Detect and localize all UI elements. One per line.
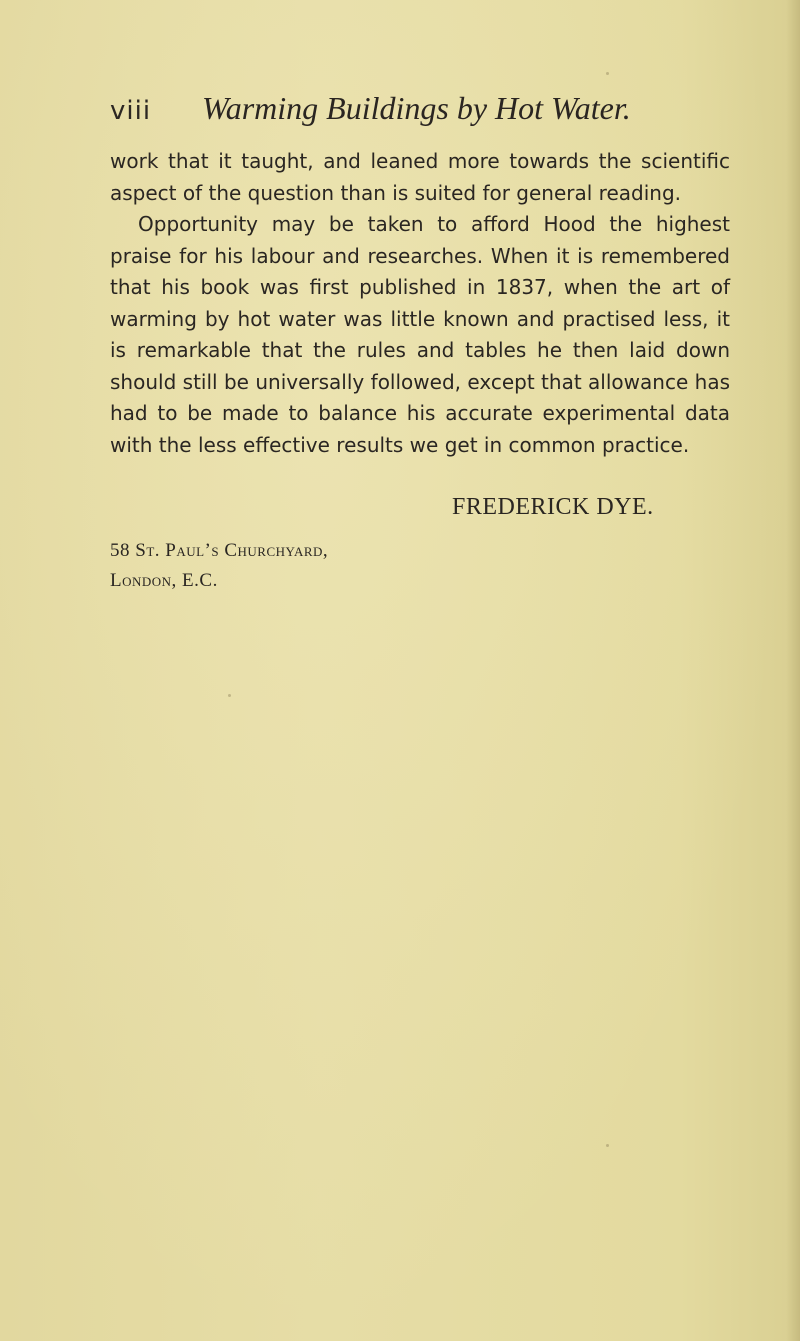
page-header xyxy=(110,90,730,136)
page-edge-shadow xyxy=(786,0,800,1341)
paper-speck xyxy=(606,1144,609,1147)
address-line-2: London, E.C. xyxy=(110,570,218,591)
address-line-1: 58 St. Paul’s Churchyard, xyxy=(110,540,329,561)
body-text xyxy=(110,146,730,461)
paragraph: work that it taught, and leaned more towards the scientific aspect of the question than is suited for general reading. xyxy=(110,149,730,205)
author-signature: FREDERICK DYE. xyxy=(452,494,654,520)
running-title: Warming Buildings by Hot Water. xyxy=(202,90,631,126)
paragraph: Opportunity may be taken to afford Hood the highest praise for his labour and researches. When it is remembered that his book was first published in 1837, when the art of warming by hot water was little known and practised less, it is remarkable that the rules and tables he then laid down should still be universally followed, except that allowance has had to be made to balance his accurate experimental data with the less effective results we get in common practice. xyxy=(110,212,730,457)
paper-speck xyxy=(606,72,609,75)
address-block xyxy=(110,536,328,596)
page-number: viii xyxy=(110,96,152,126)
paper-speck xyxy=(228,694,231,697)
